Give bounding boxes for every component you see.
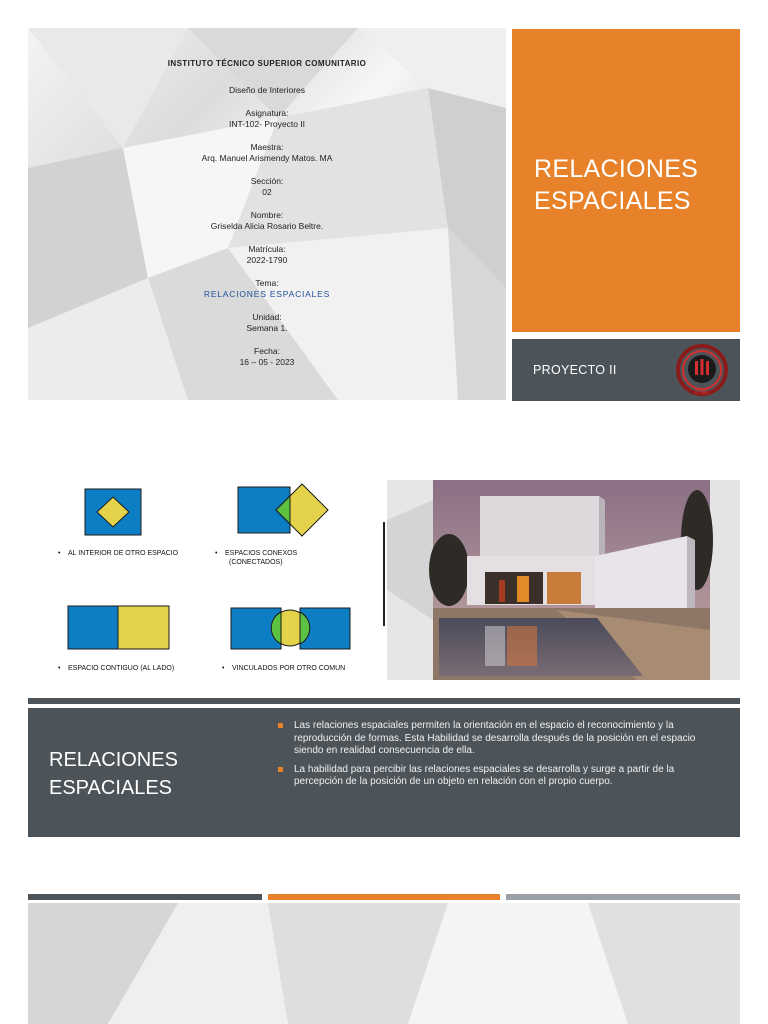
unit-value: Semana 1.	[246, 323, 288, 333]
label-adjacent: • ESPACIO CONTIGUO (AL LADO)	[58, 665, 175, 672]
enrollment-label: Matrícula:	[248, 244, 286, 254]
name-label: Nombre:	[250, 210, 284, 220]
next-slide-background	[28, 903, 740, 1024]
label-connected-line1: ESPACIOS CONEXOS	[225, 550, 298, 557]
definition-title	[49, 746, 178, 802]
label-connected-line2: (CONECTADOS)	[229, 559, 283, 566]
diagram-adjacent	[67, 605, 171, 651]
institute-logo-icon	[676, 344, 728, 396]
label-inside: • AL INTERIOR DE OTRO ESPACIO	[58, 550, 179, 557]
cover-title-panel	[512, 29, 740, 332]
diagram-linked	[230, 606, 352, 652]
section-label: Sección:	[250, 176, 284, 186]
bullet-text: Las relaciones espaciales permiten la orientación en el espacio el reconocimiento y la reproducción de formas. Esta Habilidad se desarrolla después de la posición en el espacio siendo en realidad consecuencia de ella.	[294, 720, 696, 756]
cover-details	[28, 58, 506, 380]
diagram-inside	[84, 488, 142, 536]
cover-title-line2: ESPACIALES	[534, 187, 691, 215]
label-connected: • ESPACIOS CONEXOS (CONECTADOS)	[215, 550, 298, 566]
project-label: PROYECTO II	[533, 363, 617, 377]
label-linked: • VINCULADOS POR OTRO COMUN	[222, 665, 346, 672]
definition-title-line1: RELACIONES	[49, 749, 178, 771]
unit-label: Unidad:	[252, 312, 282, 322]
diagram-connected	[236, 483, 330, 539]
date-label: Fecha:	[254, 346, 280, 356]
architecture-photo	[387, 480, 740, 680]
cover-title-line1: RELACIONES	[534, 155, 699, 183]
section-value: 02	[262, 187, 272, 197]
name-value: Griselda Alicia Rosario Beltre.	[210, 221, 324, 231]
subject-label: Asignatura:	[245, 108, 289, 118]
faceted-background-2	[28, 903, 740, 1024]
institute-name: INSTITUTO TÉCNICO SUPERIOR COMUNITARIO	[167, 59, 367, 68]
bullet-item	[278, 720, 718, 758]
topic-label: Tema:	[255, 278, 279, 288]
divider-line	[383, 522, 385, 626]
definition-bullets	[278, 720, 718, 795]
section-top-bar	[28, 698, 740, 704]
cover-info-panel	[28, 28, 506, 400]
cover-title	[534, 153, 698, 217]
logo-text: ITSC	[695, 390, 709, 396]
topic-value: RELACIONES ESPACIALES	[203, 289, 331, 299]
career-name: Diseño de Interiores	[228, 85, 306, 95]
teacher-value: Arq. Manuel Arismendy Matos. MA	[201, 153, 333, 163]
accent-bar-gray	[506, 894, 740, 900]
label-linked-text: VINCULADOS POR OTRO COMUN	[232, 665, 346, 672]
cover-project-panel	[512, 339, 740, 401]
definition-title-line2: ESPACIALES	[49, 777, 173, 799]
enrollment-value: 2022-1790	[246, 255, 288, 265]
definition-slide	[28, 708, 740, 837]
label-inside-text: AL INTERIOR DE OTRO ESPACIO	[68, 550, 179, 557]
architecture-photo-frame	[387, 480, 740, 680]
bullet-marker-icon	[278, 723, 283, 728]
subject-value: INT-102- Proyecto II	[228, 119, 306, 129]
bullet-text: La habilidad para percibir las relaciones espaciales se desarrolla y surge a partir de la percepción de la posición de un objeto en relación con el propio cuerpo.	[294, 763, 675, 787]
label-adjacent-text: ESPACIO CONTIGUO (AL LADO)	[68, 665, 175, 672]
teacher-label: Maestra:	[250, 142, 284, 152]
bullet-marker-icon	[278, 767, 283, 772]
accent-bar-orange	[268, 894, 500, 900]
bullet-item	[278, 764, 718, 789]
accent-bar-slate	[28, 894, 262, 900]
date-value: 16 – 05 - 2023	[239, 357, 295, 367]
